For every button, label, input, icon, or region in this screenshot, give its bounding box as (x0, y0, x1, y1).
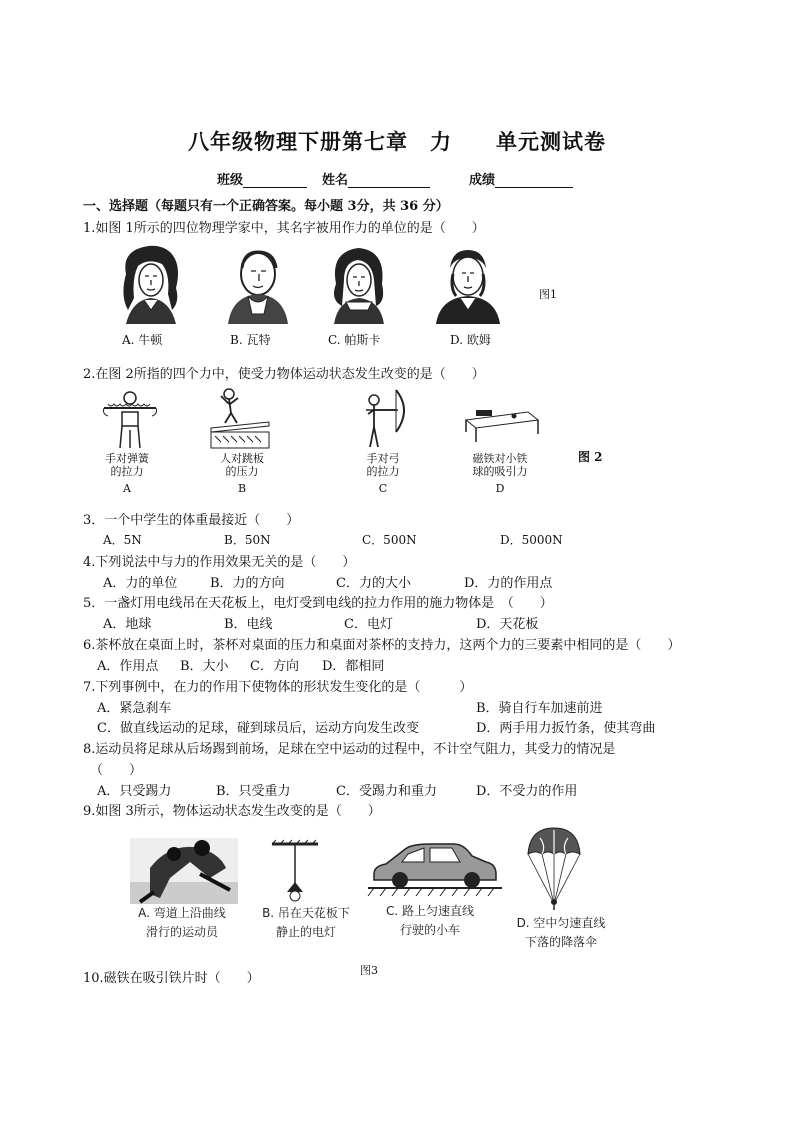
question-4-text: 4.下列说法中与力的作用效果无关的是（ ） (83, 555, 356, 570)
class-field (217, 169, 307, 188)
q3-option-c[interactable]: C．500N (362, 533, 417, 547)
fig2-a-line1: 手对弹簧 (105, 452, 149, 465)
q7-option-c[interactable]: C．做直线运动的足球，碰到球员后，运动方向发生改变 (97, 721, 419, 736)
fig3-b-line2: 静止的电灯 (275, 925, 336, 939)
q1-option-c[interactable]: C. 帕斯卡 (328, 333, 381, 347)
question-10-text: 10.磁铁在吸引铁片时（ ） (83, 971, 260, 986)
q1-option-a[interactable]: A. 牛顿 (122, 333, 163, 347)
q3-option-d[interactable]: D．5000N (500, 533, 563, 547)
figure-2-label: 图 2 (578, 450, 603, 464)
portrait-watt-icon (222, 244, 292, 324)
fig2-d-line2: 球的吸引力 (472, 465, 528, 478)
portrait-newton-icon (118, 244, 184, 324)
fig2-b-letter: B (237, 482, 247, 495)
magnet-ball-icon (462, 406, 542, 446)
page-title: 八年级物理下册第七章 力 单元测试卷 (188, 129, 606, 154)
portrait-pascal-icon (326, 244, 392, 324)
hanging-lamp-icon (270, 840, 320, 902)
fig3-label-a (126, 904, 238, 942)
q1-option-d[interactable]: D. 欧姆 (450, 333, 491, 347)
q5-option-b[interactable]: B．电线 (224, 617, 273, 632)
fig3-d-line1: D. 空中匀速直线 (516, 916, 606, 930)
fig3-d-line2: 下落的降落伞 (524, 935, 597, 949)
fig3-label-d (504, 914, 618, 952)
q7-option-b[interactable]: B．骑自行车加速前进 (476, 701, 603, 716)
fig2-c-line2: 的拉力 (366, 465, 400, 478)
q6-option-d[interactable]: D．都相同 (322, 659, 385, 674)
q4-option-a[interactable]: A．力的单位 (103, 576, 178, 591)
question-8-blank: （ ） (90, 763, 143, 778)
fig2-label-d (468, 452, 532, 495)
name-field (322, 169, 430, 188)
class-blank[interactable] (243, 175, 307, 188)
class-label: 班级 (217, 173, 244, 188)
q3-option-a[interactable]: A．5N (103, 533, 142, 547)
q6-option-b[interactable]: B．大小 (180, 659, 229, 674)
q7-option-d[interactable]: D．两手用力扳竹条，使其弯曲 (476, 721, 656, 736)
fig2-label-b (218, 452, 266, 495)
fig2-d-line1: 磁铁对小铁 (472, 452, 528, 465)
fig2-b-line2: 的压力 (225, 465, 259, 478)
fig2-a-line2: 的拉力 (110, 465, 144, 478)
fig3-c-line2: 行驶的小车 (399, 923, 460, 937)
fig3-label-b (250, 904, 362, 942)
section-heading: 一、选择题（每题只有一个正确答案。每小题 3分，共 36 分） (83, 199, 449, 214)
fig2-c-letter: C (378, 482, 388, 495)
bow-pull-icon (356, 388, 412, 450)
diving-board-icon (207, 388, 271, 450)
question-2-text: 2.在图 2所指的四个力中，使受力物体运动状态发生改变的是（ ） (83, 367, 485, 382)
question-8-text: 8.运动员将足球从后场踢到前场，足球在空中运动的过程中，不计空气阻力，其受力的情况是 (83, 742, 616, 757)
q8-option-a[interactable]: A．只受踢力 (97, 784, 172, 799)
figure-1-label: 图1 (539, 288, 557, 301)
question-5-text: 5．一盏灯用电线吊在天花板上，电灯受到电线的拉力作用的施力物体是 （ ） (83, 596, 553, 611)
q6-option-a[interactable]: A．作用点 (97, 659, 159, 674)
q5-option-c[interactable]: C．电灯 (344, 617, 393, 632)
fig2-d-letter: D (495, 482, 505, 495)
question-3-text: 3．一个中学生的体重最接近（ ） (83, 513, 300, 528)
q8-option-b[interactable]: B．只受重力 (216, 784, 291, 799)
question-6-text: 6.茶杯放在桌面上时，茶杯对桌面的压力和桌面对茶杯的支持力，这两个力的三要素中相同的是（ ） (83, 638, 681, 653)
q5-option-a[interactable]: A．地球 (103, 617, 152, 632)
q7-option-a[interactable]: A．紧急刹车 (97, 701, 172, 716)
q8-option-d[interactable]: D．不受力的作用 (476, 784, 578, 799)
q4-option-c[interactable]: C．力的大小 (336, 576, 411, 591)
fig2-b-line1: 人对跳板 (220, 452, 264, 465)
q1-option-b[interactable]: B. 瓦特 (230, 333, 271, 347)
fig3-label-c (374, 902, 486, 940)
fig2-label-c (360, 452, 406, 495)
car-icon (368, 840, 502, 896)
fig3-a-line2: 滑行的运动员 (145, 925, 218, 939)
question-1-text: 1.如图 1所示的四位物理学家中，其名字被用作力的单位的是（ ） (83, 221, 485, 236)
portrait-ohm-icon (432, 244, 502, 324)
question-9-text: 9.如图 3所示，物体运动状态发生改变的是（ ） (83, 804, 381, 819)
q8-option-c[interactable]: C．受踢力和重力 (336, 784, 437, 799)
fig3-b-line1: B. 吊在天花板下 (262, 906, 350, 920)
spring-pull-icon (100, 390, 160, 450)
q4-option-b[interactable]: B．力的方向 (210, 576, 285, 591)
q5-option-d[interactable]: D．天花板 (476, 617, 539, 632)
fig3-a-line1: A. 弯道上沿曲线 (138, 906, 226, 920)
fig2-c-line1: 手对弓 (366, 452, 400, 465)
name-blank[interactable] (348, 175, 430, 188)
q6-option-c[interactable]: C．方向 (250, 659, 299, 674)
skater-icon (130, 838, 238, 904)
fig2-label-a (104, 452, 150, 495)
q3-option-b[interactable]: B．50N (224, 533, 271, 547)
fig2-a-letter: A (123, 482, 131, 495)
score-field (469, 169, 573, 188)
score-blank[interactable] (495, 175, 573, 188)
figure-3-label: 图3 (360, 964, 378, 977)
question-7-text: 7.下列事例中，在力的作用下使物体的形状发生变化的是（ ） (83, 680, 473, 695)
q4-option-d[interactable]: D．力的作用点 (464, 576, 553, 591)
parachute-icon (526, 826, 582, 910)
name-label: 姓名 (322, 173, 349, 188)
fig3-c-line1: C. 路上匀速直线 (385, 904, 474, 918)
score-label: 成绩 (469, 173, 496, 188)
